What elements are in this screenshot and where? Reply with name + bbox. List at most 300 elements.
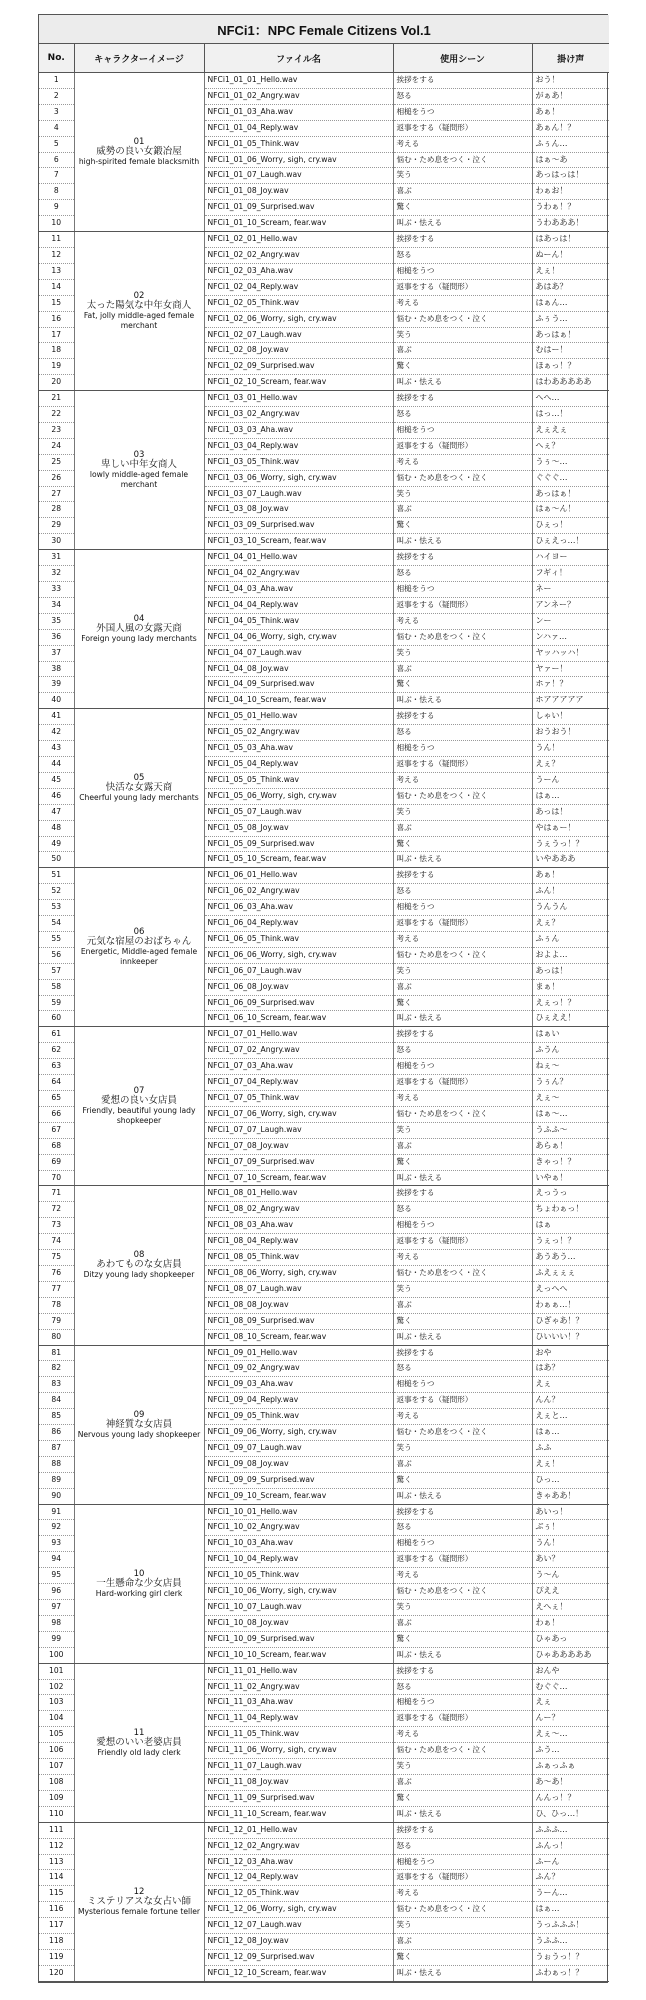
filename-cell: NFCi1_08_08_Joy.wav — [204, 1297, 393, 1313]
row-number-cell: 98 — [39, 1615, 74, 1631]
voice-cell: えぇ！ — [532, 1456, 609, 1472]
row-number-cell: 20 — [39, 375, 74, 391]
scene-cell: 驚く — [393, 1313, 532, 1329]
scene-cell: 喜ぶ — [393, 661, 532, 677]
scene-cell: 驚く — [393, 1949, 532, 1965]
filename-cell: NFCi1_01_08_Joy.wav — [204, 184, 393, 200]
scene-cell: 考える — [393, 1727, 532, 1743]
row-number-cell: 18 — [39, 343, 74, 359]
character-image-cell — [74, 1186, 204, 1345]
filename-cell: NFCi1_04_01_Hello.wav — [204, 550, 393, 566]
filename-cell: NFCi1_02_01_Hello.wav — [204, 232, 393, 248]
filename-cell: NFCi1_02_10_Scream, fear.wav — [204, 375, 393, 391]
scene-cell: 喜ぶ — [393, 1297, 532, 1313]
character-name-jp: 愛想のいい老婆店員 — [96, 1736, 182, 1748]
scene-cell: 挨拶をする — [393, 709, 532, 725]
filename-cell: NFCi1_08_09_Surprised.wav — [204, 1313, 393, 1329]
filename-cell: NFCi1_10_03_Aha.wav — [204, 1536, 393, 1552]
filename-cell: NFCi1_06_09_Surprised.wav — [204, 995, 393, 1011]
voice-cell: えぇ！ — [532, 263, 609, 279]
filename-cell: NFCi1_07_04_Reply.wav — [204, 1075, 393, 1091]
filename-cell: NFCi1_05_08_Joy.wav — [204, 820, 393, 836]
voice-cell: えっへへ — [532, 1281, 609, 1297]
row-number-cell: 8 — [39, 184, 74, 200]
voice-cell: えぇ — [532, 1377, 609, 1393]
voice-cell: あはあ？ — [532, 279, 609, 295]
voice-cell: ふふふ… — [532, 1822, 609, 1838]
row-number-cell: 82 — [39, 1361, 74, 1377]
filename-cell: NFCi1_09_06_Worry, sigh, cry.wav — [204, 1425, 393, 1441]
row-number-cell: 7 — [39, 168, 74, 184]
filename-cell: NFCi1_03_06_Worry, sigh, cry.wav — [204, 470, 393, 486]
scene-cell: 叫ぶ・怯える — [393, 375, 532, 391]
filename-cell: NFCi1_01_01_Hello.wav — [204, 73, 393, 89]
scene-cell: 返事をする（疑問形） — [393, 438, 532, 454]
scene-cell: 驚く — [393, 200, 532, 216]
scene-cell: 悩む・ため息をつく・泣く — [393, 1584, 532, 1600]
filename-cell: NFCi1_11_02_Angry.wav — [204, 1679, 393, 1695]
row-number-cell: 119 — [39, 1949, 74, 1965]
voice-cell: アンネー？ — [532, 597, 609, 613]
voice-cell: あっはぁ！ — [532, 327, 609, 343]
row-number-cell: 80 — [39, 1329, 74, 1345]
character-name-jp: 一生懸命な少女店員 — [96, 1577, 182, 1589]
scene-cell: 叫ぶ・怯える — [393, 1488, 532, 1504]
filename-cell: NFCi1_08_01_Hello.wav — [204, 1186, 393, 1202]
voice-list-sheet — [38, 14, 608, 1983]
filename-cell: NFCi1_03_01_Hello.wav — [204, 391, 393, 407]
voice-cell: えぇと… — [532, 1409, 609, 1425]
row-number-cell: 10 — [39, 216, 74, 232]
table-row — [39, 232, 609, 248]
row-number-cell: 109 — [39, 1790, 74, 1806]
row-number-cell: 65 — [39, 1091, 74, 1107]
row-number-cell: 32 — [39, 566, 74, 582]
character-image-cell — [74, 1504, 204, 1663]
row-number-cell: 83 — [39, 1377, 74, 1393]
row-number-cell: 59 — [39, 995, 74, 1011]
row-number-cell: 110 — [39, 1806, 74, 1822]
voice-cell: へへ… — [532, 391, 609, 407]
voice-cell: いやぁ！ — [532, 1170, 609, 1186]
voice-cell: ぶぅ！ — [532, 1520, 609, 1536]
voice-cell: うぅん？ — [532, 1075, 609, 1091]
character-image-cell — [74, 1822, 204, 1981]
scene-cell: 返事をする（疑問形） — [393, 1234, 532, 1250]
scene-cell: 叫ぶ・怯える — [393, 852, 532, 868]
filename-cell: NFCi1_12_03_Aha.wav — [204, 1854, 393, 1870]
scene-cell: 考える — [393, 1409, 532, 1425]
voice-cell: はわあああああ — [532, 375, 609, 391]
filename-cell: NFCi1_02_06_Worry, sigh, cry.wav — [204, 311, 393, 327]
voice-cell: ホァ！？ — [532, 677, 609, 693]
scene-cell: 挨拶をする — [393, 391, 532, 407]
voice-cell: いやあああ — [532, 852, 609, 868]
row-number-cell: 5 — [39, 136, 74, 152]
row-number-cell: 3 — [39, 104, 74, 120]
row-number-cell: 111 — [39, 1822, 74, 1838]
filename-cell: NFCi1_01_02_Angry.wav — [204, 88, 393, 104]
filename-cell: NFCi1_02_05_Think.wav — [204, 295, 393, 311]
filename-cell: NFCi1_04_03_Aha.wav — [204, 582, 393, 598]
row-number-cell: 50 — [39, 852, 74, 868]
voice-cell: おう！ — [532, 73, 609, 89]
scene-cell: 怒る — [393, 1361, 532, 1377]
voice-cell: ひぇっ！ — [532, 518, 609, 534]
row-number-cell: 116 — [39, 1902, 74, 1918]
scene-cell: 返事をする（疑問形） — [393, 1870, 532, 1886]
voice-cell: あい？ — [532, 1552, 609, 1568]
sheet-title: NFCi1：NPC Female Citizens Vol.1 — [39, 15, 609, 44]
scene-cell: 笑う — [393, 804, 532, 820]
voice-cell: はあ？ — [532, 1361, 609, 1377]
filename-cell: NFCi1_10_05_Think.wav — [204, 1568, 393, 1584]
scene-cell: 怒る — [393, 1838, 532, 1854]
scene-cell: 驚く — [393, 518, 532, 534]
row-number-cell: 13 — [39, 263, 74, 279]
voice-cell: うん！ — [532, 1536, 609, 1552]
scene-cell: 怒る — [393, 1043, 532, 1059]
scene-cell: 笑う — [393, 486, 532, 502]
row-number-cell: 74 — [39, 1234, 74, 1250]
character-name-en: Nervous young lady shopkeeper — [77, 1429, 201, 1439]
row-number-cell: 85 — [39, 1409, 74, 1425]
row-number-cell: 102 — [39, 1679, 74, 1695]
scene-cell: 叫ぶ・怯える — [393, 1965, 532, 1981]
filename-cell: NFCi1_01_03_Aha.wav — [204, 104, 393, 120]
filename-cell: NFCi1_01_05_Think.wav — [204, 136, 393, 152]
scene-cell: 怒る — [393, 566, 532, 582]
voice-cell: あらぁ！ — [532, 1138, 609, 1154]
scene-cell: 考える — [393, 295, 532, 311]
row-number-cell: 53 — [39, 900, 74, 916]
scene-cell: 挨拶をする — [393, 73, 532, 89]
character-name-en: high-spirited female blacksmith — [78, 157, 200, 167]
scene-cell: 驚く — [393, 1631, 532, 1647]
scene-cell: 喜ぶ — [393, 184, 532, 200]
character-number: 08 — [133, 1250, 145, 1261]
voice-cell: えぇ～ — [532, 1091, 609, 1107]
filename-cell: NFCi1_06_07_Laugh.wav — [204, 963, 393, 979]
row-number-cell: 106 — [39, 1743, 74, 1759]
filename-cell: NFCi1_04_09_Surprised.wav — [204, 677, 393, 693]
table-row — [39, 709, 609, 725]
row-number-cell: 87 — [39, 1440, 74, 1456]
filename-cell: NFCi1_03_03_Aha.wav — [204, 422, 393, 438]
filename-cell: NFCi1_08_02_Angry.wav — [204, 1202, 393, 1218]
character-name-en: Hard-working girl clerk — [95, 1588, 183, 1598]
row-number-cell: 64 — [39, 1075, 74, 1091]
filename-cell: NFCi1_06_01_Hello.wav — [204, 868, 393, 884]
row-number-cell: 58 — [39, 979, 74, 995]
row-number-cell: 120 — [39, 1965, 74, 1981]
row-number-cell: 24 — [39, 438, 74, 454]
filename-cell: NFCi1_06_06_Worry, sigh, cry.wav — [204, 947, 393, 963]
scene-cell: 返事をする（疑問形） — [393, 1711, 532, 1727]
filename-cell: NFCi1_04_02_Angry.wav — [204, 566, 393, 582]
row-number-cell: 2 — [39, 88, 74, 104]
filename-cell: NFCi1_03_05_Think.wav — [204, 454, 393, 470]
character-number: 02 — [133, 291, 145, 302]
row-number-cell: 61 — [39, 1027, 74, 1043]
voice-cell: はぁ — [532, 1218, 609, 1234]
row-number-cell: 66 — [39, 1106, 74, 1122]
scene-cell: 考える — [393, 136, 532, 152]
voice-cell: ちょわぁっ！ — [532, 1202, 609, 1218]
row-number-cell: 101 — [39, 1663, 74, 1679]
filename-cell: NFCi1_05_04_Reply.wav — [204, 756, 393, 772]
table-row — [39, 1822, 609, 1838]
row-number-cell: 6 — [39, 152, 74, 168]
character-number: 05 — [133, 773, 145, 784]
filename-cell: NFCi1_03_07_Laugh.wav — [204, 486, 393, 502]
voice-cell: うふふ～ — [532, 1122, 609, 1138]
character-image-cell — [74, 73, 204, 232]
scene-cell: 挨拶をする — [393, 1027, 532, 1043]
filename-cell: NFCi1_12_09_Surprised.wav — [204, 1949, 393, 1965]
row-number-cell: 55 — [39, 931, 74, 947]
row-number-cell: 78 — [39, 1297, 74, 1313]
filename-cell: NFCi1_06_02_Angry.wav — [204, 884, 393, 900]
voice-cell: えへぇ！ — [532, 1600, 609, 1616]
row-number-cell: 44 — [39, 756, 74, 772]
filename-cell: NFCi1_02_08_Joy.wav — [204, 343, 393, 359]
scene-cell: 喜ぶ — [393, 1934, 532, 1950]
filename-cell: NFCi1_01_10_Scream, fear.wav — [204, 216, 393, 232]
voice-cell: うわあああ！ — [532, 216, 609, 232]
filename-cell: NFCi1_08_05_Think.wav — [204, 1250, 393, 1266]
filename-cell: NFCi1_12_05_Think.wav — [204, 1886, 393, 1902]
filename-cell: NFCi1_02_07_Laugh.wav — [204, 327, 393, 343]
row-number-cell: 34 — [39, 597, 74, 613]
voice-cell: ふん！ — [532, 884, 609, 900]
voice-cell: あぁん！？ — [532, 120, 609, 136]
scene-cell: 悩む・ため息をつく・泣く — [393, 629, 532, 645]
filename-cell: NFCi1_09_01_Hello.wav — [204, 1345, 393, 1361]
row-number-cell: 105 — [39, 1727, 74, 1743]
scene-cell: 叫ぶ・怯える — [393, 1170, 532, 1186]
row-number-cell: 25 — [39, 454, 74, 470]
scene-cell: 叫ぶ・怯える — [393, 534, 532, 550]
scene-cell: 叫ぶ・怯える — [393, 693, 532, 709]
voice-cell: はっ…！ — [532, 407, 609, 423]
voice-cell: ハイヨー — [532, 550, 609, 566]
scene-cell: 相槌をうつ — [393, 1695, 532, 1711]
row-number-cell: 93 — [39, 1536, 74, 1552]
filename-cell: NFCi1_12_10_Scream, fear.wav — [204, 1965, 393, 1981]
filename-cell: NFCi1_04_05_Think.wav — [204, 613, 393, 629]
scene-cell: 喜ぶ — [393, 820, 532, 836]
table-row — [39, 391, 609, 407]
character-number: 04 — [133, 614, 145, 625]
voice-cell: はあっは！ — [532, 232, 609, 248]
scene-cell: 悩む・ため息をつく・泣く — [393, 470, 532, 486]
voice-cell: むぐぐ… — [532, 1679, 609, 1695]
voice-cell: わぁぁ…！ — [532, 1297, 609, 1313]
table-row — [39, 550, 609, 566]
row-number-cell: 15 — [39, 295, 74, 311]
row-number-cell: 69 — [39, 1154, 74, 1170]
scene-cell: 返事をする（疑問形） — [393, 1393, 532, 1409]
row-number-cell: 16 — [39, 311, 74, 327]
row-number-cell: 112 — [39, 1838, 74, 1854]
filename-cell: NFCi1_09_04_Reply.wav — [204, 1393, 393, 1409]
voice-cell: えぇ — [532, 1695, 609, 1711]
voice-cell: あ～あ！ — [532, 1774, 609, 1790]
filename-cell: NFCi1_07_06_Worry, sigh, cry.wav — [204, 1106, 393, 1122]
character-number: 01 — [133, 137, 145, 148]
filename-cell: NFCi1_02_04_Reply.wav — [204, 279, 393, 295]
scene-cell: 考える — [393, 454, 532, 470]
column-header-filename: ファイル名 — [204, 44, 393, 73]
row-number-cell: 114 — [39, 1870, 74, 1886]
row-number-cell: 107 — [39, 1759, 74, 1775]
filename-cell: NFCi1_08_06_Worry, sigh, cry.wav — [204, 1265, 393, 1281]
scene-cell: 笑う — [393, 963, 532, 979]
voice-cell: うーん… — [532, 1886, 609, 1902]
filename-cell: NFCi1_05_02_Angry.wav — [204, 725, 393, 741]
column-header-scene: 使用シーン — [393, 44, 532, 73]
voice-cell: あぁ！ — [532, 868, 609, 884]
filename-cell: NFCi1_02_02_Angry.wav — [204, 247, 393, 263]
voice-cell: おや — [532, 1345, 609, 1361]
character-image-cell — [74, 232, 204, 391]
filename-cell: NFCi1_12_01_Hello.wav — [204, 1822, 393, 1838]
filename-cell: NFCi1_10_01_Hello.wav — [204, 1504, 393, 1520]
row-number-cell: 117 — [39, 1918, 74, 1934]
row-number-cell: 108 — [39, 1774, 74, 1790]
filename-cell: NFCi1_06_10_Scream, fear.wav — [204, 1011, 393, 1027]
voice-cell: えぇ？ — [532, 916, 609, 932]
column-header-row — [39, 44, 609, 73]
row-number-cell: 86 — [39, 1425, 74, 1441]
voice-cell: ひゃあああああ — [532, 1647, 609, 1663]
voice-cell: ヤッハッハ！ — [532, 645, 609, 661]
filename-cell: NFCi1_05_09_Surprised.wav — [204, 836, 393, 852]
column-header-no: No. — [39, 44, 74, 73]
filename-cell: NFCi1_11_06_Worry, sigh, cry.wav — [204, 1743, 393, 1759]
row-number-cell: 67 — [39, 1122, 74, 1138]
row-number-cell: 115 — [39, 1886, 74, 1902]
row-number-cell: 41 — [39, 709, 74, 725]
filename-cell: NFCi1_10_02_Angry.wav — [204, 1520, 393, 1536]
character-number: 03 — [133, 450, 145, 461]
table-row — [39, 1186, 609, 1202]
character-number: 09 — [133, 1409, 145, 1420]
voice-cell: ふん？ — [532, 1870, 609, 1886]
filename-cell: NFCi1_10_06_Worry, sigh, cry.wav — [204, 1584, 393, 1600]
voice-cell: ネー — [532, 582, 609, 598]
filename-cell: NFCi1_05_05_Think.wav — [204, 772, 393, 788]
row-number-cell: 89 — [39, 1472, 74, 1488]
filename-cell: NFCi1_11_09_Surprised.wav — [204, 1790, 393, 1806]
character-name-jp: 愛想の良い女店員 — [100, 1095, 177, 1107]
voice-cell: がぁあ！ — [532, 88, 609, 104]
filename-cell: NFCi1_05_03_Aha.wav — [204, 741, 393, 757]
row-number-cell: 42 — [39, 725, 74, 741]
character-image-cell — [74, 709, 204, 868]
row-number-cell: 38 — [39, 661, 74, 677]
row-number-cell: 88 — [39, 1456, 74, 1472]
scene-cell: 叫ぶ・怯える — [393, 1806, 532, 1822]
row-number-cell: 27 — [39, 486, 74, 502]
filename-cell: NFCi1_05_01_Hello.wav — [204, 709, 393, 725]
scene-cell: 笑う — [393, 1759, 532, 1775]
scene-cell: 相槌をうつ — [393, 422, 532, 438]
filename-cell: NFCi1_09_07_Laugh.wav — [204, 1440, 393, 1456]
filename-cell: NFCi1_05_06_Worry, sigh, cry.wav — [204, 788, 393, 804]
voice-cell: ふぅん — [532, 931, 609, 947]
filename-cell: NFCi1_10_10_Scream, fear.wav — [204, 1647, 393, 1663]
voice-cell: ふうん — [532, 1043, 609, 1059]
scene-cell: 相槌をうつ — [393, 900, 532, 916]
voice-cell: えぇ？ — [532, 756, 609, 772]
scene-cell: 笑う — [393, 168, 532, 184]
character-name-en: Friendly, beautiful young lady shopkeeper — [82, 1106, 196, 1126]
filename-cell: NFCi1_11_04_Reply.wav — [204, 1711, 393, 1727]
voice-cell: ひぇええ！ — [532, 1011, 609, 1027]
filename-cell: NFCi1_01_04_Reply.wav — [204, 120, 393, 136]
row-number-cell: 79 — [39, 1313, 74, 1329]
row-number-cell: 1 — [39, 73, 74, 89]
scene-cell: 悩む・ため息をつく・泣く — [393, 311, 532, 327]
filename-cell: NFCi1_07_09_Surprised.wav — [204, 1154, 393, 1170]
row-number-cell: 22 — [39, 407, 74, 423]
scene-cell: 悩む・ため息をつく・泣く — [393, 788, 532, 804]
voice-cell: ぐぐぐ… — [532, 470, 609, 486]
voice-cell: はぁい — [532, 1027, 609, 1043]
scene-cell: 悩む・ため息をつく・泣く — [393, 1902, 532, 1918]
scene-cell: 考える — [393, 1886, 532, 1902]
scene-cell: 返事をする（疑問形） — [393, 279, 532, 295]
scene-cell: 返事をする（疑問形） — [393, 597, 532, 613]
filename-cell: NFCi1_10_09_Surprised.wav — [204, 1631, 393, 1647]
filename-cell: NFCi1_04_08_Joy.wav — [204, 661, 393, 677]
scene-cell: 叫ぶ・怯える — [393, 1647, 532, 1663]
table-row — [39, 1027, 609, 1043]
row-number-cell: 30 — [39, 534, 74, 550]
row-number-cell: 47 — [39, 804, 74, 820]
scene-cell: 挨拶をする — [393, 1663, 532, 1679]
voice-cell: えぇえぇ — [532, 422, 609, 438]
filename-cell: NFCi1_12_08_Joy.wav — [204, 1934, 393, 1950]
scene-cell: 怒る — [393, 884, 532, 900]
scene-cell: 考える — [393, 1568, 532, 1584]
voice-cell: はぁ… — [532, 1902, 609, 1918]
row-number-cell: 77 — [39, 1281, 74, 1297]
scene-cell: 考える — [393, 772, 532, 788]
row-number-cell: 104 — [39, 1711, 74, 1727]
voice-cell: きゃっ！？ — [532, 1154, 609, 1170]
voice-cell: あいっ！ — [532, 1504, 609, 1520]
voice-cell: んー？ — [532, 1711, 609, 1727]
character-name-jp: 外国人風の女露天商 — [96, 623, 182, 635]
voice-cell: えっうっ — [532, 1186, 609, 1202]
scene-cell: 喜ぶ — [393, 1456, 532, 1472]
scene-cell: 笑う — [393, 1918, 532, 1934]
voice-cell: ふぁっふぁ — [532, 1759, 609, 1775]
scene-cell: 返事をする（疑問形） — [393, 1552, 532, 1568]
voice-cell: ふーん — [532, 1854, 609, 1870]
scene-cell: 喜ぶ — [393, 979, 532, 995]
voice-cell: おうおう！ — [532, 725, 609, 741]
scene-cell: 返事をする（疑問形） — [393, 916, 532, 932]
row-number-cell: 95 — [39, 1568, 74, 1584]
voice-cell: えぇっ！？ — [532, 995, 609, 1011]
voice-cell: わぁお！ — [532, 184, 609, 200]
voice-cell: えぇ～… — [532, 1727, 609, 1743]
character-name-jp: ミステリアスな女占い師 — [87, 1895, 191, 1907]
